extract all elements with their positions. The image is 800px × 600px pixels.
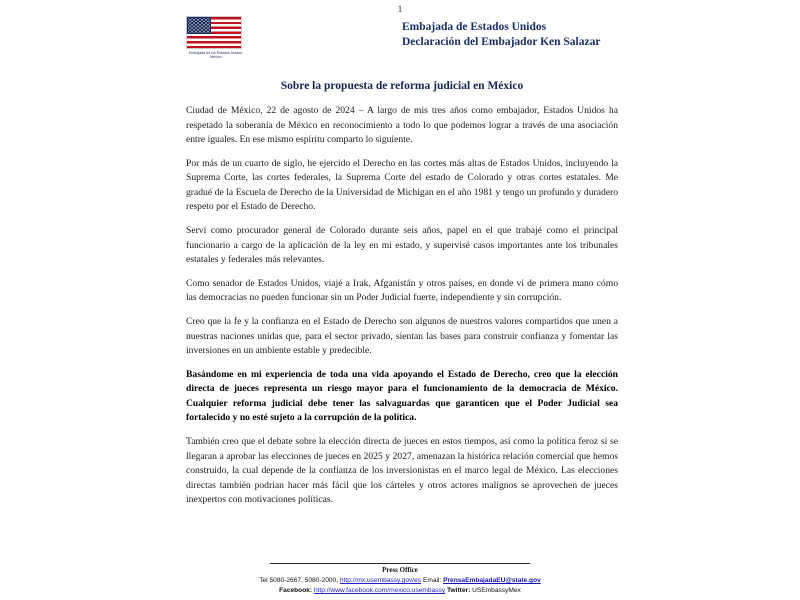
- paragraph: Serví como procurador general de Colorado durante seis años, papel en el que trabajé como el principal funcionario a cargo de la aplicación de la ley en mi estado, y supervisé casos importantes ante los tribunales estatales y federales más relevantes.: [186, 225, 618, 266]
- footer-office: Press Office: [382, 566, 418, 575]
- paragraph: También creo que el debate sobre la elección directa de jueces en estos tiempos, así como la política feroz si se llegaran a aprobar las elecciones de jueces en 2025 y 2027, amenazan la histórica relación comercial que hemos construido, la cual depende de la confianza de los inversionistas en el marco legal de México. Las elecciones directas también podrían hacer más fácil que los cárteles y otros actores malignos se aprovechen de jueces inexpertos con motivaciones políticas.: [186, 435, 618, 506]
- press-email-link[interactable]: PrensaEmbajadaEU@state.gov: [443, 577, 541, 585]
- footer-email-label: Email:: [421, 577, 444, 585]
- embassy-website-link[interactable]: http://mx.usembassy.gov/es: [339, 577, 422, 585]
- embassy-title-line1: Embajada de Estados Unidos: [402, 21, 547, 33]
- footer-divider: [270, 563, 530, 564]
- paragraph: Ciudad de México, 22 de agosto de 2024 – A largo de mis tres años como embajador, Estados Unidos ha respetado la soberanía de México en reconocimiento a todo lo que podemos lograr a través de una asociación entre iguales. En ese mismo espíritu comparto lo siguiente.: [186, 105, 618, 146]
- paragraph: Creo que la fe y la confianza en el Estado de Derecho son algunos de nuestros valores compartidos que unen a nuestras naciones unidas que, para el sector privado, sientan las bases para construir confianza y fomentar las inversiones en un ambiente estable y predecible.: [186, 315, 618, 357]
- embassy-title-line2: Declaración del Embajador Ken Salazar: [402, 36, 601, 49]
- document-body: [186, 104, 618, 508]
- footer-social-line: [0, 586, 800, 596]
- facebook-link[interactable]: http://www.facebook.com/mexico.usembassy: [313, 587, 446, 595]
- paragraph: Como senador de Estados Unidos, viajé a Irak, Afganistán y otros países, en donde vi de primera mano cómo las democracias no pueden funcionar sin un Poder Judicial fuerte, independiente y sin corrupción.: [186, 277, 618, 304]
- embassy-seal: [186, 16, 246, 60]
- paragraph: Por más de un cuarto de siglo, he ejercido el Derecho en las cortes más altas de Estados Unidos, incluyendo la Suprema Corte, las cortes federales, la Suprema Corte del estado de Colorado y otras cortes estatales. Me gradué de la Escuela de Derecho de la Universidad de Michigan en el año 1981 y tengo un profundo y duradero respeto por el Estado de Derecho.: [186, 157, 618, 213]
- page-title: Sobre la propuesta de reforma judicial en México: [280, 80, 524, 92]
- seal-caption: Embajada de los Estados Unidos, México: [189, 51, 243, 60]
- paragraph-highlighted: Basándome en mi experiencia de toda una vida apoyando el Estado de Derecho, creo que la elección directa de jueces representa un riesgo mayor para el funcionamiento de la democracia de México. Cualquier reforma judicial debe tener las salvaguardas que garanticen que el Poder Judicial sea fortalecido y no esté sujeto a la corrupción de la política.: [186, 368, 618, 424]
- document-content: [186, 16, 618, 517]
- us-flag-icon: [186, 16, 242, 49]
- page-number: 1: [397, 4, 403, 14]
- twitter-label: Twitter:: [445, 587, 473, 595]
- embassy-title: [402, 20, 618, 50]
- footer-phone: Tel 5080-2667, 5080-2000,: [259, 577, 340, 585]
- document-header: [186, 16, 618, 78]
- footer-contact-line: [0, 576, 800, 586]
- facebook-label: Facebook:: [279, 587, 314, 595]
- twitter-handle: USEmbassyMex: [472, 587, 521, 595]
- document-footer: [0, 563, 800, 596]
